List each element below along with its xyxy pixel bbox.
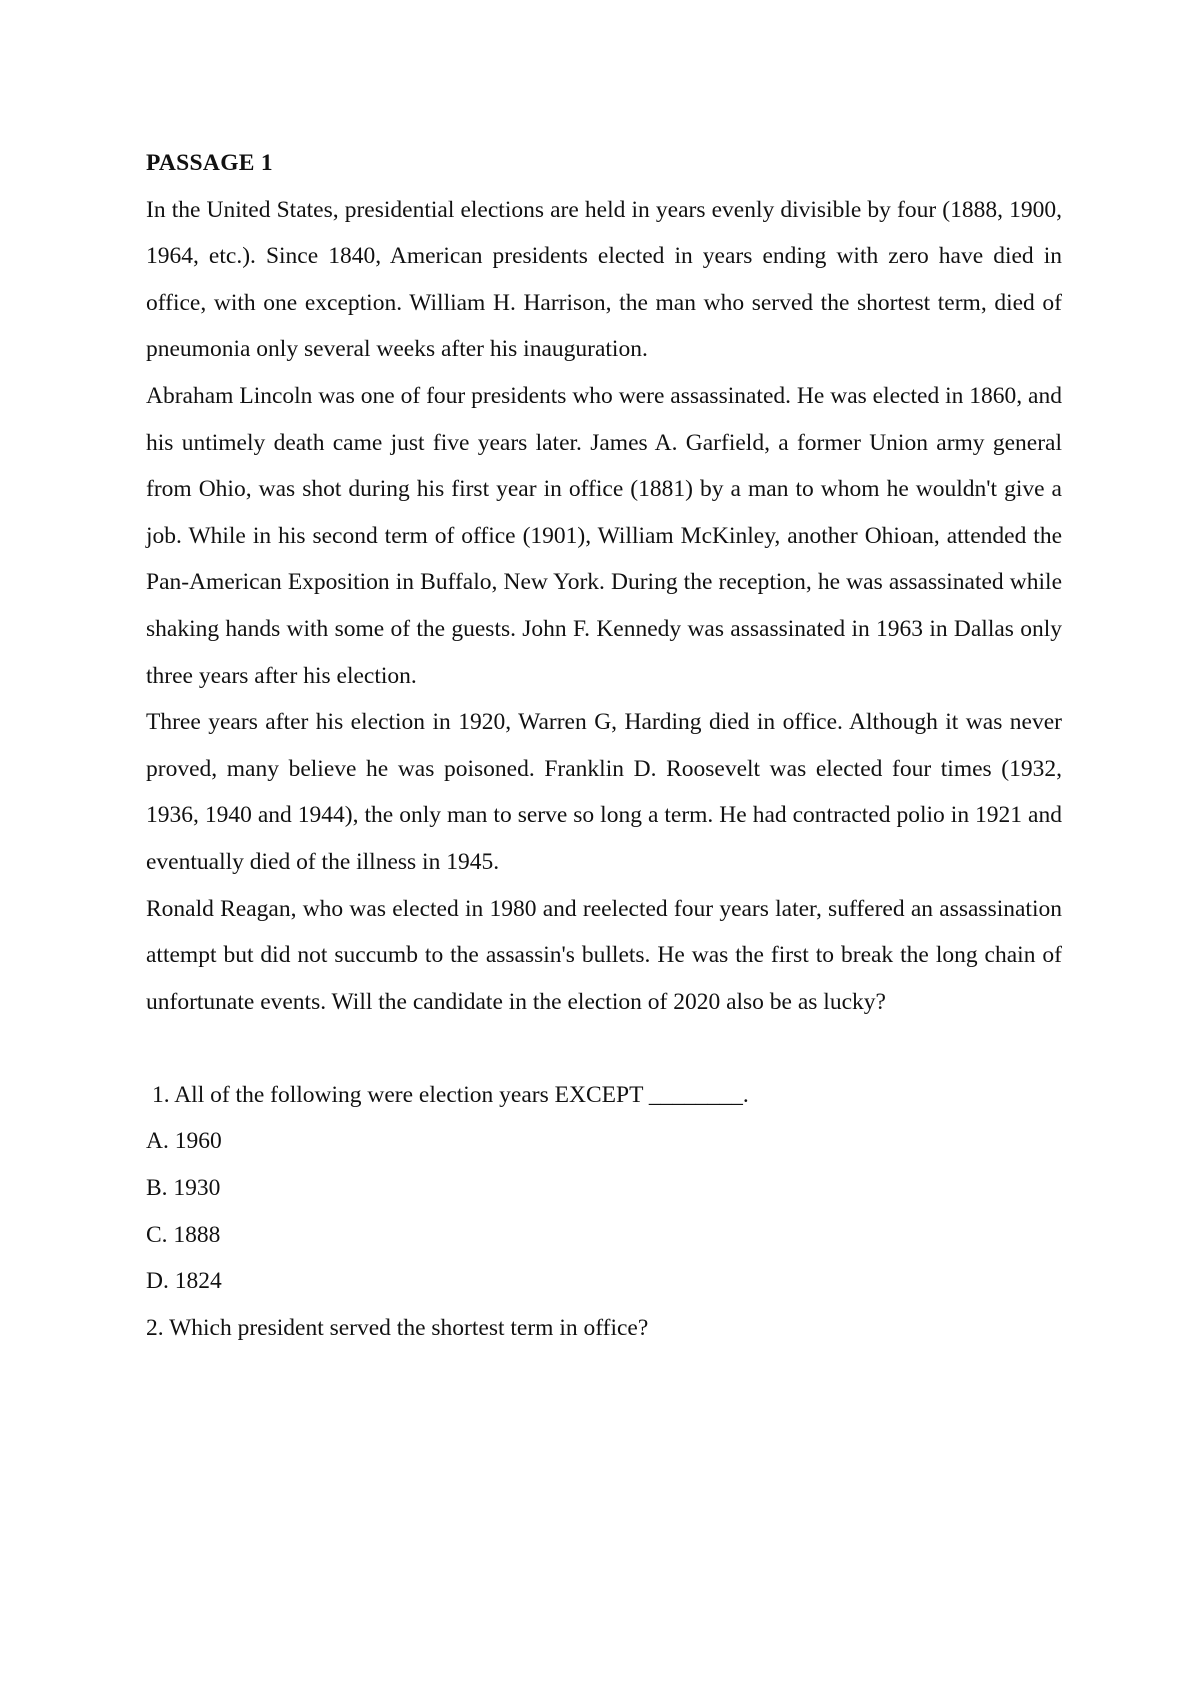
answer-option-b: B. 1930 xyxy=(146,1175,221,1202)
answer-option-d: D. 1824 xyxy=(146,1268,222,1295)
answer-option-a: A. 1960 xyxy=(146,1128,222,1155)
answer-option-c: C. 1888 xyxy=(146,1221,221,1248)
passage-paragraph: Abraham Lincoln was one of four presidents who were assassinated. He was elected in 1860, and his untimely death came just five years later. James A. Garfield, a former Union army general from Ohio, was shot during his first year in office (1881) by a man to whom he wouldn't give a job. While in his second term of office (1901), William McKinley, another Ohioan, attended the Pan-American Exposition in Buffalo, New York. During the reception, he was assassinated while shaking hands with some of the guests. John F. Kennedy was assassinated in 1963 in Dallas only three years after his election. xyxy=(146,382,1062,689)
question-2: 2. Which president served the shortest term in office? xyxy=(146,1314,649,1341)
question-1: 1. All of the following were election years EXCEPT ________. xyxy=(152,1081,749,1108)
passage-paragraph: Three years after his election in 1920, Warren G, Harding died in office. Although it was never proved, many believe he was poisoned. Franklin D. Roosevelt was elected four times (1932, 1936, 1940 and 1944), the only man to serve so long a term. He had contracted polio in 1921 and eventually died of the illness in 1945. xyxy=(146,709,1062,875)
document-page xyxy=(146,140,1062,1351)
blank-line xyxy=(146,1025,1062,1072)
passage-paragraph: In the United States, presidential elections are held in years evenly divisible by four (1888, 1900, 1964, etc.). Since 1840, American presidents elected in years ending with zero have died in office, with one exception. William H. Harrison, the man who served the shortest term, died of pneumonia only several weeks after his inauguration. xyxy=(146,196,1062,363)
passage-paragraph: Ronald Reagan, who was elected in 1980 and reelected four years later, suffered an assassination attempt but did not succumb to the assassin's bullets. He was the first to break the long chain of unfortunate events. Will the candidate in the election of 2020 also be as lucky? xyxy=(146,895,1062,1015)
passage-title: PASSAGE 1 xyxy=(146,150,273,176)
